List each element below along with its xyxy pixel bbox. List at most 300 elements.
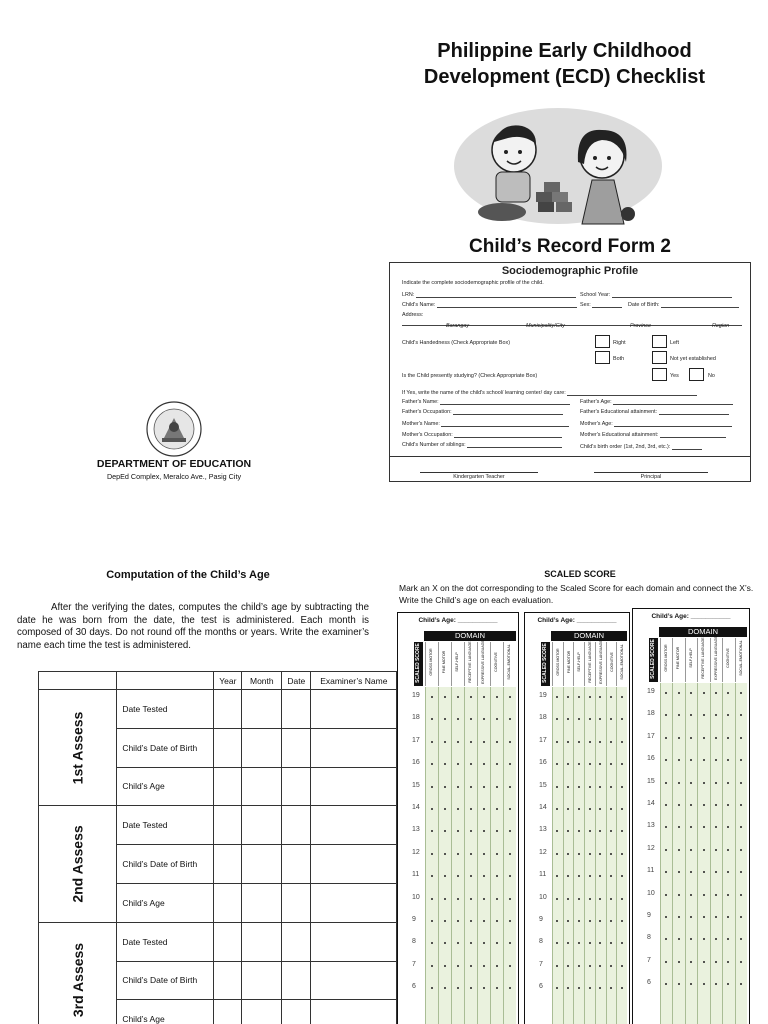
score-dot[interactable]	[457, 741, 459, 743]
score-dot[interactable]	[509, 741, 511, 743]
grid-line	[503, 687, 504, 1024]
score-dot[interactable]	[599, 786, 601, 788]
score-dot[interactable]	[457, 898, 459, 900]
score-dot[interactable]	[444, 987, 446, 989]
score-number: 19	[647, 688, 655, 695]
domain-label: GROSS MOTOR	[556, 648, 560, 676]
score-dot[interactable]	[703, 916, 705, 918]
score-dot[interactable]	[431, 696, 433, 698]
score-number: 7	[539, 960, 543, 968]
cell[interactable]	[242, 922, 282, 961]
domain-header: DOMAIN	[659, 627, 747, 637]
school-year-field[interactable]	[580, 292, 732, 298]
domain-column	[490, 642, 503, 686]
score-dot[interactable]	[621, 875, 623, 877]
domain-label: SOCIAL-EMOTIONAL	[507, 644, 511, 680]
score-dot[interactable]	[715, 894, 717, 896]
score-dot[interactable]	[703, 894, 705, 896]
score-dot[interactable]	[496, 853, 498, 855]
score-dot[interactable]	[621, 808, 623, 810]
child-name-label: Child's Name:	[402, 302, 436, 308]
score-dot[interactable]	[690, 961, 692, 963]
score-dot[interactable]	[496, 696, 498, 698]
score-dot[interactable]	[509, 696, 511, 698]
score-dot[interactable]	[715, 916, 717, 918]
score-dot[interactable]	[589, 853, 591, 855]
score-dot[interactable]	[470, 741, 472, 743]
score-dot[interactable]	[457, 808, 459, 810]
both-checkbox[interactable]	[595, 351, 610, 364]
col-month: Month	[242, 672, 282, 690]
score-dot[interactable]	[621, 987, 623, 989]
score-dot[interactable]	[470, 786, 472, 788]
score-dot[interactable]	[599, 898, 601, 900]
score-dot[interactable]	[678, 983, 680, 985]
yes-checkbox[interactable]	[652, 368, 667, 381]
score-dot[interactable]	[690, 737, 692, 739]
cell[interactable]	[214, 845, 242, 884]
mothers-edu-field[interactable]	[580, 432, 726, 438]
fathers-occ-field[interactable]	[402, 409, 563, 415]
score-dot[interactable]	[610, 808, 612, 810]
birth-order-field[interactable]	[580, 444, 702, 450]
grid-line	[660, 683, 661, 1024]
score-number: 8	[412, 938, 416, 946]
score-dot[interactable]	[678, 894, 680, 896]
row-label: Child’s Age	[117, 883, 214, 922]
score-dot[interactable]	[715, 804, 717, 806]
fathers-name-field[interactable]	[402, 399, 570, 405]
score-dot[interactable]	[509, 875, 511, 877]
cell[interactable]	[242, 845, 282, 884]
fathers-edu-field[interactable]	[580, 409, 729, 415]
score-dot[interactable]	[578, 965, 580, 967]
cell[interactable]	[311, 883, 397, 922]
domain-column	[451, 642, 464, 686]
score-dot[interactable]	[457, 786, 459, 788]
cell[interactable]	[214, 767, 242, 806]
score-dot[interactable]	[678, 692, 680, 694]
score-number: 17	[539, 736, 547, 744]
score-dot[interactable]	[715, 737, 717, 739]
score-dot[interactable]	[470, 920, 472, 922]
score-dot[interactable]	[483, 875, 485, 877]
score-dot[interactable]	[665, 782, 667, 784]
score-dot[interactable]	[740, 692, 742, 694]
score-number: 10	[647, 889, 655, 897]
score-dot[interactable]	[483, 808, 485, 810]
grid-line	[672, 683, 673, 1024]
score-dot[interactable]	[589, 763, 591, 765]
score-dot[interactable]	[496, 920, 498, 922]
score-dot[interactable]	[444, 763, 446, 765]
no-checkbox[interactable]	[689, 368, 704, 381]
score-dot[interactable]	[431, 786, 433, 788]
score-dot[interactable]	[483, 898, 485, 900]
score-dot[interactable]	[578, 763, 580, 765]
score-dot[interactable]	[483, 763, 485, 765]
score-dot[interactable]	[431, 741, 433, 743]
scaled-score-panel-2	[524, 612, 630, 1024]
fathers-age-field[interactable]	[580, 399, 733, 405]
score-dot[interactable]	[621, 920, 623, 922]
score-dot[interactable]	[678, 961, 680, 963]
score-dot[interactable]	[703, 759, 705, 761]
score-dot[interactable]	[703, 804, 705, 806]
score-dot[interactable]	[444, 853, 446, 855]
score-dot[interactable]	[578, 920, 580, 922]
score-dot[interactable]	[610, 920, 612, 922]
left-checkbox[interactable]	[652, 335, 667, 348]
cell[interactable]	[282, 806, 311, 845]
cell[interactable]	[311, 922, 397, 961]
mothers-name-field[interactable]	[402, 421, 569, 427]
score-dot[interactable]	[589, 920, 591, 922]
score-dot[interactable]	[715, 692, 717, 694]
score-dot[interactable]	[431, 808, 433, 810]
score-dot[interactable]	[509, 853, 511, 855]
cell[interactable]	[282, 883, 311, 922]
cell[interactable]	[214, 806, 242, 845]
score-dot[interactable]	[431, 853, 433, 855]
domain-column	[722, 638, 734, 682]
grid-line	[735, 683, 736, 1024]
score-number: 17	[647, 732, 655, 740]
scaled-score-column	[541, 642, 550, 686]
score-dot[interactable]	[589, 875, 591, 877]
cell[interactable]	[311, 806, 397, 845]
score-number: 11	[539, 871, 547, 879]
cell[interactable]	[311, 961, 397, 1000]
right-checkbox[interactable]	[595, 335, 610, 348]
score-dot[interactable]	[589, 808, 591, 810]
score-dot[interactable]	[567, 853, 569, 855]
score-dot[interactable]	[444, 875, 446, 877]
cell[interactable]	[242, 767, 282, 806]
score-dot[interactable]	[621, 898, 623, 900]
score-number: 16	[539, 759, 547, 767]
score-dot[interactable]	[470, 808, 472, 810]
score-dot[interactable]	[610, 898, 612, 900]
cell[interactable]	[282, 961, 311, 1000]
score-dot[interactable]	[610, 853, 612, 855]
checklist-title	[392, 38, 737, 90]
score-dot[interactable]	[740, 849, 742, 851]
age-computation-table	[38, 671, 397, 1024]
handedness-label: Child's Handedness (Check Appropriate Box)	[402, 340, 510, 346]
score-dot[interactable]	[578, 875, 580, 877]
deped-seal-icon	[138, 400, 210, 458]
score-dot[interactable]	[621, 763, 623, 765]
score-number: 8	[539, 938, 543, 946]
score-dot[interactable]	[444, 898, 446, 900]
score-dot[interactable]	[457, 987, 459, 989]
score-dot[interactable]	[715, 782, 717, 784]
grid-line	[490, 687, 491, 1024]
score-dot[interactable]	[589, 786, 591, 788]
score-dot[interactable]	[431, 763, 433, 765]
score-dot[interactable]	[589, 741, 591, 743]
group-3rd	[39, 922, 117, 1024]
score-dot[interactable]	[678, 737, 680, 739]
cell[interactable]	[311, 767, 397, 806]
score-dot[interactable]	[496, 875, 498, 877]
score-dot[interactable]	[509, 808, 511, 810]
score-dot[interactable]	[496, 965, 498, 967]
score-dot[interactable]	[578, 987, 580, 989]
score-dot[interactable]	[509, 920, 511, 922]
score-number: 17	[412, 736, 420, 744]
score-dot[interactable]	[483, 696, 485, 698]
score-dot[interactable]	[678, 916, 680, 918]
score-dot[interactable]	[509, 898, 511, 900]
table-row	[39, 806, 397, 845]
score-dot[interactable]	[496, 763, 498, 765]
score-dot[interactable]	[740, 961, 742, 963]
score-dot[interactable]	[470, 696, 472, 698]
domain-column	[735, 638, 747, 682]
mothers-occ-field[interactable]	[402, 432, 562, 438]
score-dot[interactable]	[740, 894, 742, 896]
score-dot[interactable]	[431, 898, 433, 900]
score-dot[interactable]	[496, 987, 498, 989]
score-dot[interactable]	[483, 786, 485, 788]
cell[interactable]	[311, 1000, 397, 1024]
cell[interactable]	[214, 1000, 242, 1024]
score-dot[interactable]	[678, 759, 680, 761]
domain-label: GROSS MOTOR	[429, 648, 433, 676]
school-name-field[interactable]	[402, 390, 697, 396]
score-dot[interactable]	[740, 804, 742, 806]
score-dot[interactable]	[610, 965, 612, 967]
score-dot[interactable]	[678, 804, 680, 806]
address-field[interactable]	[402, 312, 423, 318]
score-dot[interactable]	[703, 961, 705, 963]
cell[interactable]	[282, 690, 311, 729]
score-dot[interactable]	[690, 782, 692, 784]
score-dot[interactable]	[621, 965, 623, 967]
domain-column	[477, 642, 490, 686]
score-dot[interactable]	[444, 920, 446, 922]
grid-line	[616, 687, 617, 1024]
score-dot[interactable]	[431, 965, 433, 967]
score-dot[interactable]	[589, 987, 591, 989]
score-dot[interactable]	[589, 696, 591, 698]
domain-label: SOCIAL-EMOTIONAL	[620, 644, 625, 680]
score-dot[interactable]	[509, 987, 511, 989]
cell[interactable]	[282, 845, 311, 884]
score-dot[interactable]	[431, 920, 433, 922]
childs-age-label[interactable]: Child’s Age: ___________	[651, 613, 731, 620]
score-dot[interactable]	[740, 871, 742, 873]
cell[interactable]	[242, 883, 282, 922]
col-examiner: Examiner’s Name	[311, 672, 397, 690]
score-dot[interactable]	[457, 763, 459, 765]
score-number: 18	[412, 714, 420, 722]
score-dot[interactable]	[457, 853, 459, 855]
computation-paragraph: After the verifying the dates, computes the child’s age by subtracting the date he was born from the date, the test is administered. Each month is composed of 30 days. Do not round off the months or years. Write the examiner’s name each time the test is administered.	[17, 602, 369, 651]
lrn-field[interactable]	[402, 292, 576, 298]
score-dot[interactable]	[740, 916, 742, 918]
score-dot[interactable]	[703, 782, 705, 784]
childs-age-label[interactable]: Child’s Age: ___________	[418, 617, 498, 624]
score-dot[interactable]	[678, 871, 680, 873]
cell[interactable]	[282, 1000, 311, 1024]
score-dot[interactable]	[444, 696, 446, 698]
score-dot[interactable]	[621, 853, 623, 855]
score-dot[interactable]	[578, 741, 580, 743]
score-number: 13	[539, 826, 547, 834]
sex-field[interactable]	[580, 302, 622, 308]
score-dot[interactable]	[470, 965, 472, 967]
not-yet-label: Not yet established	[670, 356, 716, 362]
score-dot[interactable]	[578, 786, 580, 788]
score-dot[interactable]	[444, 786, 446, 788]
cell[interactable]	[311, 728, 397, 767]
score-dot[interactable]	[483, 987, 485, 989]
domain-label: GROSS MOTOR	[664, 644, 668, 672]
domain-label: SELF-HELP	[455, 652, 459, 672]
group-label-1: 1st Assess	[69, 711, 86, 785]
score-dot[interactable]	[578, 808, 580, 810]
cell[interactable]	[282, 728, 311, 767]
score-dot[interactable]	[703, 737, 705, 739]
siblings-label: Child's Number of siblings:	[402, 442, 466, 448]
barangay-label: Barangay	[446, 323, 470, 329]
siblings-field[interactable]	[402, 442, 562, 448]
score-dot[interactable]	[578, 898, 580, 900]
score-dot[interactable]	[665, 894, 667, 896]
cell[interactable]	[214, 961, 242, 1000]
cell[interactable]	[242, 1000, 282, 1024]
grid-line	[606, 687, 607, 1024]
score-dot[interactable]	[589, 965, 591, 967]
grid-line	[697, 683, 698, 1024]
score-dot[interactable]	[740, 983, 742, 985]
score-dot[interactable]	[483, 741, 485, 743]
score-dot[interactable]	[621, 696, 623, 698]
domain-header: DOMAIN	[551, 631, 627, 641]
score-dot[interactable]	[431, 987, 433, 989]
score-dot[interactable]	[621, 786, 623, 788]
score-dot[interactable]	[678, 782, 680, 784]
mothers-age-field[interactable]	[580, 421, 732, 427]
score-dot[interactable]	[567, 786, 569, 788]
score-dot[interactable]	[621, 741, 623, 743]
score-dot[interactable]	[567, 741, 569, 743]
score-dot[interactable]	[567, 965, 569, 967]
score-dot[interactable]	[470, 987, 472, 989]
score-dot[interactable]	[610, 696, 612, 698]
score-dot[interactable]	[483, 853, 485, 855]
score-dot[interactable]	[496, 741, 498, 743]
domain-column	[464, 642, 477, 686]
score-dot[interactable]	[690, 849, 692, 851]
score-dot[interactable]	[740, 759, 742, 761]
score-dot[interactable]	[703, 983, 705, 985]
domain-column	[503, 642, 516, 686]
group-2nd	[39, 806, 117, 922]
score-dot[interactable]	[470, 898, 472, 900]
score-number: 15	[412, 781, 420, 789]
score-dot[interactable]	[509, 786, 511, 788]
cell[interactable]	[214, 922, 242, 961]
studying-label: Is the Child presently studying? (Check Appropriate Box)	[402, 373, 538, 379]
score-dot[interactable]	[509, 965, 511, 967]
score-dot[interactable]	[589, 898, 591, 900]
score-dot[interactable]	[496, 898, 498, 900]
domain-label: SELF-HELP	[577, 652, 582, 672]
score-dot[interactable]	[678, 849, 680, 851]
not-yet-checkbox[interactable]	[652, 351, 667, 364]
score-dot[interactable]	[715, 961, 717, 963]
score-dot[interactable]	[740, 737, 742, 739]
cell[interactable]	[282, 767, 311, 806]
deped-address: DepEd Complex, Meralco Ave., Pasig City	[106, 472, 242, 481]
score-dot[interactable]	[703, 692, 705, 694]
score-number: 12	[412, 848, 420, 856]
score-dot[interactable]	[578, 853, 580, 855]
cell[interactable]	[242, 690, 282, 729]
score-number: 10	[539, 893, 547, 901]
domain-label: FINE MOTOR	[676, 646, 681, 670]
cell[interactable]	[214, 883, 242, 922]
score-dot[interactable]	[496, 808, 498, 810]
score-dot[interactable]	[444, 965, 446, 967]
score-dot[interactable]	[470, 875, 472, 877]
score-dot[interactable]	[578, 696, 580, 698]
cell[interactable]	[311, 690, 397, 729]
score-dot[interactable]	[457, 920, 459, 922]
cell[interactable]	[282, 922, 311, 961]
score-dot[interactable]	[715, 849, 717, 851]
score-dot[interactable]	[444, 741, 446, 743]
score-dot[interactable]	[470, 853, 472, 855]
score-dot[interactable]	[703, 849, 705, 851]
cell[interactable]	[242, 728, 282, 767]
grid-line	[438, 687, 439, 1024]
score-dot[interactable]	[470, 763, 472, 765]
score-dot[interactable]	[610, 786, 612, 788]
cell[interactable]	[242, 806, 282, 845]
score-dot[interactable]	[690, 894, 692, 896]
title-line-2: Development (ECD) Checklist	[423, 66, 706, 88]
childs-age-label[interactable]: Child’s Age: ___________	[537, 617, 617, 624]
score-dot[interactable]	[509, 763, 511, 765]
score-dot[interactable]	[457, 875, 459, 877]
score-dot[interactable]	[483, 920, 485, 922]
score-dot[interactable]	[483, 965, 485, 967]
score-dot[interactable]	[444, 808, 446, 810]
kinder-teacher-signature: Kindergarten Teacher	[420, 472, 538, 480]
child-name-field[interactable]	[402, 302, 577, 308]
cell[interactable]	[214, 690, 242, 729]
domain-label: RECEPTIVE LANGUAGE	[701, 637, 706, 679]
cell[interactable]	[311, 845, 397, 884]
cell[interactable]	[242, 961, 282, 1000]
dob-field[interactable]	[628, 302, 739, 308]
score-number: 15	[647, 777, 655, 785]
score-dot[interactable]	[703, 871, 705, 873]
score-dot[interactable]	[740, 782, 742, 784]
score-dot[interactable]	[431, 875, 433, 877]
cell[interactable]	[214, 728, 242, 767]
score-dot[interactable]	[457, 696, 459, 698]
score-dot[interactable]	[496, 786, 498, 788]
score-dot[interactable]	[610, 741, 612, 743]
score-dot[interactable]	[567, 898, 569, 900]
score-dot[interactable]	[457, 965, 459, 967]
